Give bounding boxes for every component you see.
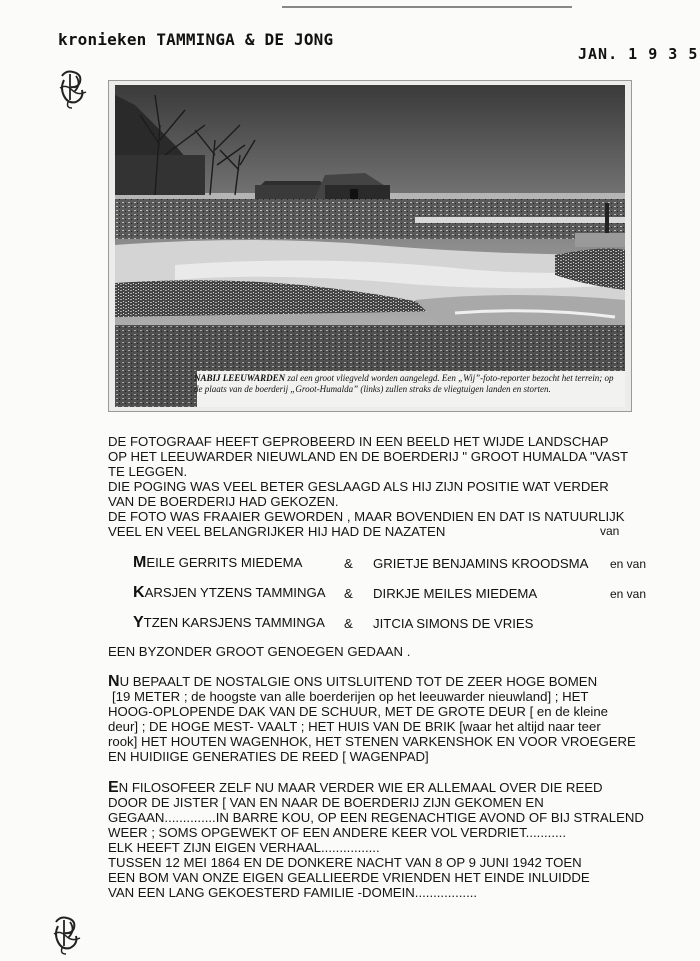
name-right: JITCIA SIMONS DE VRIES	[373, 616, 534, 631]
photo-caption	[194, 373, 614, 395]
nostalgia-line: rook] HET HOUTEN WAGENHOK, HET STENEN VARKENSHOK EN VOOR VROEGERE	[108, 734, 636, 749]
family-line	[133, 584, 326, 602]
header-date: JAN. 1 9 3 5	[578, 45, 699, 63]
nostalgia-line: EN HUIDIIGE GENERATIES DE REED [ WAGENPAD]	[108, 749, 429, 764]
philosophy-line: ELK HEEFT ZIJN EIGEN VERHAAL................	[108, 840, 380, 855]
philosophy-line: VAN EEN LANG GEKOESTERD FAMILIE -DOMEIN.................	[108, 885, 478, 900]
name-right: GRIETJE BENJAMINS KROODSMA	[373, 556, 589, 571]
intro-line-text: VEEL EN VEEL BELANGRIJKER HIJ HAD DE NAZATEN	[108, 524, 446, 539]
drop-cap: E	[108, 779, 119, 796]
intro-paragraph	[108, 434, 653, 539]
intro-line: DE FOTOGRAAF HEEFT GEPROBEERD IN EEN BEELD HET WIJDE LANDSCHAP	[108, 434, 609, 449]
closing-line: EEN BYZONDER GROOT GENOEGEN GEDAAN .	[108, 644, 411, 659]
top-rule	[282, 6, 572, 8]
ampersand: &	[344, 586, 353, 601]
name-initial: K	[133, 584, 145, 601]
nostalgia-line: HOOG-OPLOPENDE DAK VAN DE SCHUUR, MET DE GROTE DEUR [ en de kleine	[108, 704, 609, 719]
philosophy-line: GEGAAN..............IN BARRE KOU, OP EEN REGENACHTIGE AVOND OF BIJ STRALEND	[108, 810, 644, 825]
name-left: TZEN KARSJENS TAMMINGA	[143, 615, 325, 630]
en-van-label: en van	[610, 587, 647, 601]
philosophy-line: WEER ; SOMS OPGEWEKT OF EEN ANDERE KEER VOL VERDRIET...........	[108, 825, 566, 840]
ampersand: &	[344, 556, 353, 571]
caption-text: zal een groot vliegveld worden aangelegd. Een „Wij”-foto-reporter bezocht het terrein; op de plaats van de boerderij „Groot-Humalda” (links) zullen straks de vliegtuigen landen en storten.	[194, 373, 614, 394]
name-left: EILE GERRITS MIEDEMA	[146, 555, 303, 570]
monogram-seal-icon	[50, 914, 84, 956]
drop-cap: N	[108, 673, 120, 690]
nostalgia-paragraph	[108, 674, 653, 764]
monogram-seal-icon	[56, 68, 90, 110]
van-label: van	[600, 524, 620, 538]
header-title: kronieken TAMMINGA & DE JONG	[58, 30, 334, 49]
name-left: ARSJEN YTZENS TAMMINGA	[144, 585, 326, 600]
intro-line	[108, 524, 653, 539]
caption-lead: NABIJ LEEUWARDEN	[194, 373, 286, 383]
nostalgia-line: [19 METER ; de hoogste van alle boerderijen op het leeuwarder nieuwland] ; HET	[112, 689, 589, 704]
philosophy-paragraph	[108, 780, 653, 900]
intro-line: DIE POGING WAS VEEL BETER GESLAAGD ALS HIJ ZIJN POSITIE WAT VERDER	[108, 479, 609, 494]
intro-line: VAN DE BOERDERIJ HAD GEKOZEN.	[108, 494, 339, 509]
name-initial: M	[133, 554, 147, 571]
philosophy-line: EEN BOM VAN ONZE EIGEN GEALLIEERDE VRIENDEN HET EINDE INLUIDDE	[108, 870, 590, 885]
landscape-photo-image	[115, 85, 625, 407]
intro-line: TE LEGGEN.	[108, 464, 188, 479]
nostalgia-line-text: U BEPAALT DE NOSTALGIE ONS UITSLUITEND TOT DE ZEER HOGE BOMEN	[119, 674, 598, 689]
intro-line: DE FOTO WAS FRAAIER GEWORDEN , MAAR BOVENDIEN EN DAT IS NATUURLIJK	[108, 509, 625, 524]
philosophy-line	[108, 780, 653, 795]
name-right: DIRKJE MEILES MIEDEMA	[373, 586, 538, 601]
name-initial: Y	[133, 614, 144, 631]
nostalgia-line	[108, 674, 653, 689]
intro-line: OP HET LEEUWARDER NIEUWLAND EN DE BOERDERIJ " GROOT HUMALDA "VAST	[108, 449, 629, 464]
philosophy-line: TUSSEN 12 MEI 1864 EN DE DONKERE NACHT VAN 8 OP 9 JUNI 1942 TOEN	[108, 855, 582, 870]
newspaper-photo	[108, 80, 632, 412]
family-line	[133, 554, 302, 572]
nostalgia-line: deur] ; DE HOGE MEST- VAALT ; HET HUIS VAN DE BRIK [waar het altijd naar teer	[108, 719, 601, 734]
en-van-label: en van	[610, 557, 647, 571]
family-line	[133, 614, 325, 632]
ampersand: &	[344, 616, 353, 631]
philosophy-line-text: N FILOSOFEER ZELF NU MAAR VERDER WIE ER ALLEMAAL OVER DIE REED	[118, 780, 603, 795]
philosophy-line: DOOR DE JISTER [ VAN EN NAAR DE BOERDERIJ ZIJN GEKOMEN EN	[108, 795, 544, 810]
